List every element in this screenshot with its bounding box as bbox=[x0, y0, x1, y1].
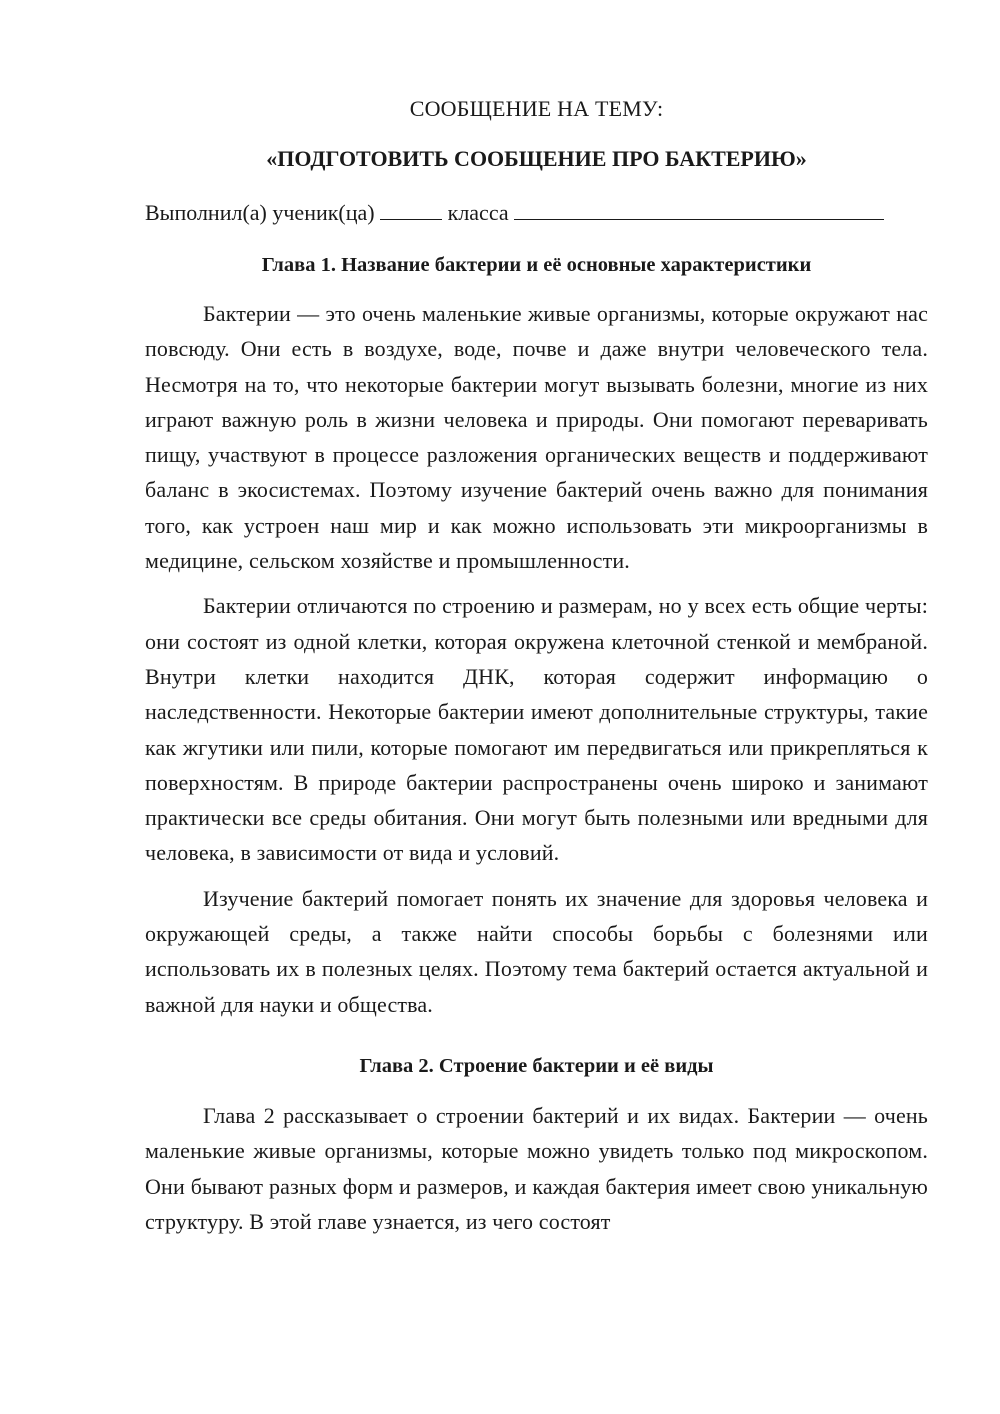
title-line-1: СООБЩЕНИЕ НА ТЕМУ: bbox=[409, 96, 664, 121]
chapter-2-heading: Глава 2. Строение бактерии и её виды bbox=[359, 1054, 714, 1077]
author-line bbox=[145, 195, 928, 230]
author-prefix: Выполнил(а) ученик(ца) bbox=[145, 200, 375, 225]
title-line-2: «ПОДГОТОВИТЬ СООБЩЕНИЕ ПРО БАКТЕРИЮ» bbox=[266, 146, 807, 171]
chapter-1-paragraph-1: Бактерии — это очень маленькие живые организмы, которые окружают нас повсюду. Они есть в воздухе, воде, почве и даже внутри человеческого тела. Несмотря на то, что некоторые бактерии могут вызывать болезни, многие из них играют важную роль в жизни человека и природы. Они помогают переваривать пищу, участвуют в процессе разложения органических веществ и поддерживают баланс в экосистемах. Поэтому изучение бактерий очень важно для понимания того, как устроен наш мир и как можно использовать эти микроорганизмы в медицине, сельском хозяйстве и промышленности. bbox=[145, 301, 928, 574]
grade-blank bbox=[380, 195, 442, 220]
chapter-1-heading: Глава 1. Название бактерии и её основные характеристики bbox=[261, 254, 812, 276]
chapter-1-paragraph-3: Изучение бактерий помогает понять их значение для здоровья человека и окружающей среды, а также найти способы борьбы с болезнями или использовать их в полезных целях. Поэтому тема бактерий остается актуальной и важной для науки и общества. bbox=[145, 885, 928, 1017]
chapter-1-paragraph-2: Бактерии отличаются по строению и размерам, но у всех есть общие черты: они состоят из одной клетки, которая окружена клеточной стенкой и мембраной. Внутри клетки находится ДНК, которая содержит информацию о наследственности. Некоторые бактерии имеют дополнительные структуры, такие как жгутики или пили, которые помогают им передвигаться или прикрепляться к поверхностям. В природе бактерии распространены очень широко и занимают практически все среды обитания. Они могут быть полезными или вредными для человека, в зависимости от вида и условий. bbox=[145, 593, 928, 866]
document-page bbox=[145, 92, 928, 1239]
name-blank bbox=[514, 195, 884, 220]
chapter-2-paragraph-1: Глава 2 рассказывает о строении бактерий и их видах. Бактерии — очень маленькие живые организмы, которые можно увидеть только под микроскопом. Они бывают разных форм и размеров, и каждая бактерия имеет свою уникальную структуру. В этой главе узнается, из чего состоят bbox=[145, 1102, 928, 1234]
author-middle: класса bbox=[447, 200, 509, 225]
